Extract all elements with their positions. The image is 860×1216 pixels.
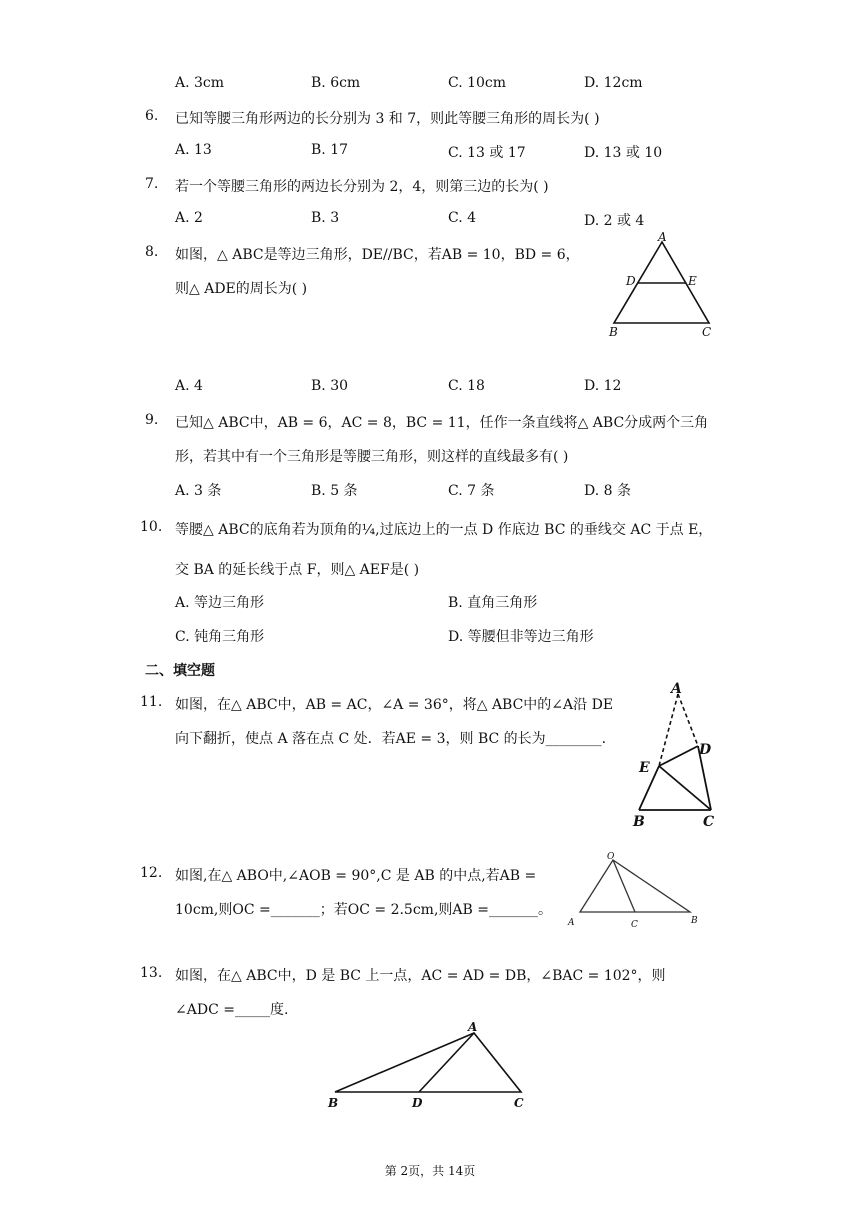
option-a: A. 等边三角形 [175, 595, 265, 611]
q11-label-a: A [671, 681, 682, 697]
section-title: 二、填空题 [145, 663, 215, 679]
option-d: D. 12 [584, 378, 622, 394]
question-text-line-2: ∠ADC =_____度. [175, 1002, 289, 1018]
option-a: A. 3 条 [175, 483, 222, 499]
question-text-line-1: 如图，在△ ABC中，D 是 BC 上一点，AC = AD = DB，∠BAC = 102°，则 [175, 968, 666, 984]
q13-label-d: D [412, 1096, 423, 1110]
option-d: D. 等腰但非等边三角形 [448, 629, 594, 645]
option-d: D. 2 或 4 [584, 213, 645, 229]
q11-label-e: E [639, 760, 650, 776]
option-d: D. 13 或 10 [584, 145, 663, 161]
option-c: C. 13 或 17 [448, 145, 526, 161]
page-footer: 第 2页，共 14页 [384, 1164, 476, 1178]
question-number: 8. [145, 244, 159, 260]
q8-label-a: A [658, 230, 667, 244]
q11-label-d: D [699, 742, 712, 758]
option-b: B. 30 [311, 378, 349, 394]
q12-label-c: C [631, 920, 638, 930]
option-b: B. 5 条 [311, 483, 358, 499]
option-b: B. 3 [311, 210, 340, 226]
q13-label-c: C [514, 1096, 524, 1110]
question-text: 已知等腰三角形两边的长分别为 3 和 7，则此等腰三角形的周长为( ) [175, 111, 600, 127]
q8-label-b: B [609, 325, 618, 339]
option-d: D. 8 条 [584, 483, 631, 499]
question-text-line-1: 如图,在△ ABO中,∠AOB = 90°,C 是 AB 的中点,若AB = [175, 868, 537, 884]
q13-label-b: B [328, 1096, 339, 1110]
q8-label-e: E [688, 274, 697, 288]
question-number: 12. [140, 865, 163, 881]
q5-option-b: B. 6cm [311, 75, 361, 91]
q8-label-d: D [626, 274, 636, 288]
question-number: 13. [140, 965, 163, 981]
question-text: 若一个等腰三角形的两边长分别为 2，4，则第三边的长为( ) [175, 179, 549, 195]
question-text-line-1: 如图，△ ABC是等边三角形，DE//BC，若AB = 10，BD = 6， [175, 247, 580, 263]
option-a: A. 2 [175, 210, 203, 226]
option-b: B. 17 [311, 142, 349, 158]
question-number: 7. [145, 176, 159, 192]
question-text-line-2: 形，若其中有一个三角形是等腰三角形，则这样的直线最多有( ) [175, 449, 569, 465]
q5-option-d: D. 12cm [584, 75, 643, 91]
option-a: A. 13 [175, 142, 212, 158]
question-text-line-1: 如图，在△ ABC中，AB = AC，∠A = 36°，将△ ABC中的∠A沿 DE [175, 697, 614, 713]
option-a: A. 4 [175, 378, 203, 394]
q11-label-c: C [703, 814, 715, 830]
q8-figure [600, 230, 725, 345]
question-text-line-2: 向下翻折，使点 A 落在点 C 处．若AE = 3，则 BC 的长为________. [175, 731, 607, 747]
question-text-line-1: 已知△ ABC中，AB = 6，AC = 8，BC = 11，任作一条直线将△ ABC分成两个三角 [175, 415, 709, 431]
option-c: C. 18 [448, 378, 485, 394]
option-b: B. 直角三角形 [448, 595, 538, 611]
question-text-line-2: 10cm,则OC =_______；若OC = 2.5cm,则AB =_______。 [175, 902, 552, 918]
q12-label-o: O [607, 852, 615, 862]
q13-figure [322, 1018, 537, 1113]
question-number: 9. [145, 412, 159, 428]
q12-figure [560, 848, 710, 934]
option-c: C. 4 [448, 210, 477, 226]
option-c: C. 钝角三角形 [175, 629, 265, 645]
q5-option-a: A. 3cm [175, 75, 225, 91]
q12-label-a: A [568, 918, 575, 928]
option-c: C. 7 条 [448, 483, 495, 499]
q11-label-b: B [633, 814, 645, 830]
question-number: 11. [140, 694, 163, 710]
q8-label-c: C [702, 325, 712, 339]
q5-option-c: C. 10cm [448, 75, 507, 91]
question-text-line-1: 等腰△ ABC的底角若为顶角的¼,过底边上的一点 D 作底边 BC 的垂线交 AC 于点 E， [175, 522, 713, 538]
question-text-line-2: 交 BA 的延长线于点 F，则△ AEF是( ) [175, 562, 420, 578]
q13-label-a: A [468, 1020, 478, 1034]
q12-label-b: B [691, 916, 698, 926]
question-number: 6. [145, 108, 159, 124]
question-number: 10. [140, 519, 163, 535]
q11-figure [625, 680, 730, 830]
question-text-line-2: 则△ ADE的周长为( ) [175, 281, 308, 297]
